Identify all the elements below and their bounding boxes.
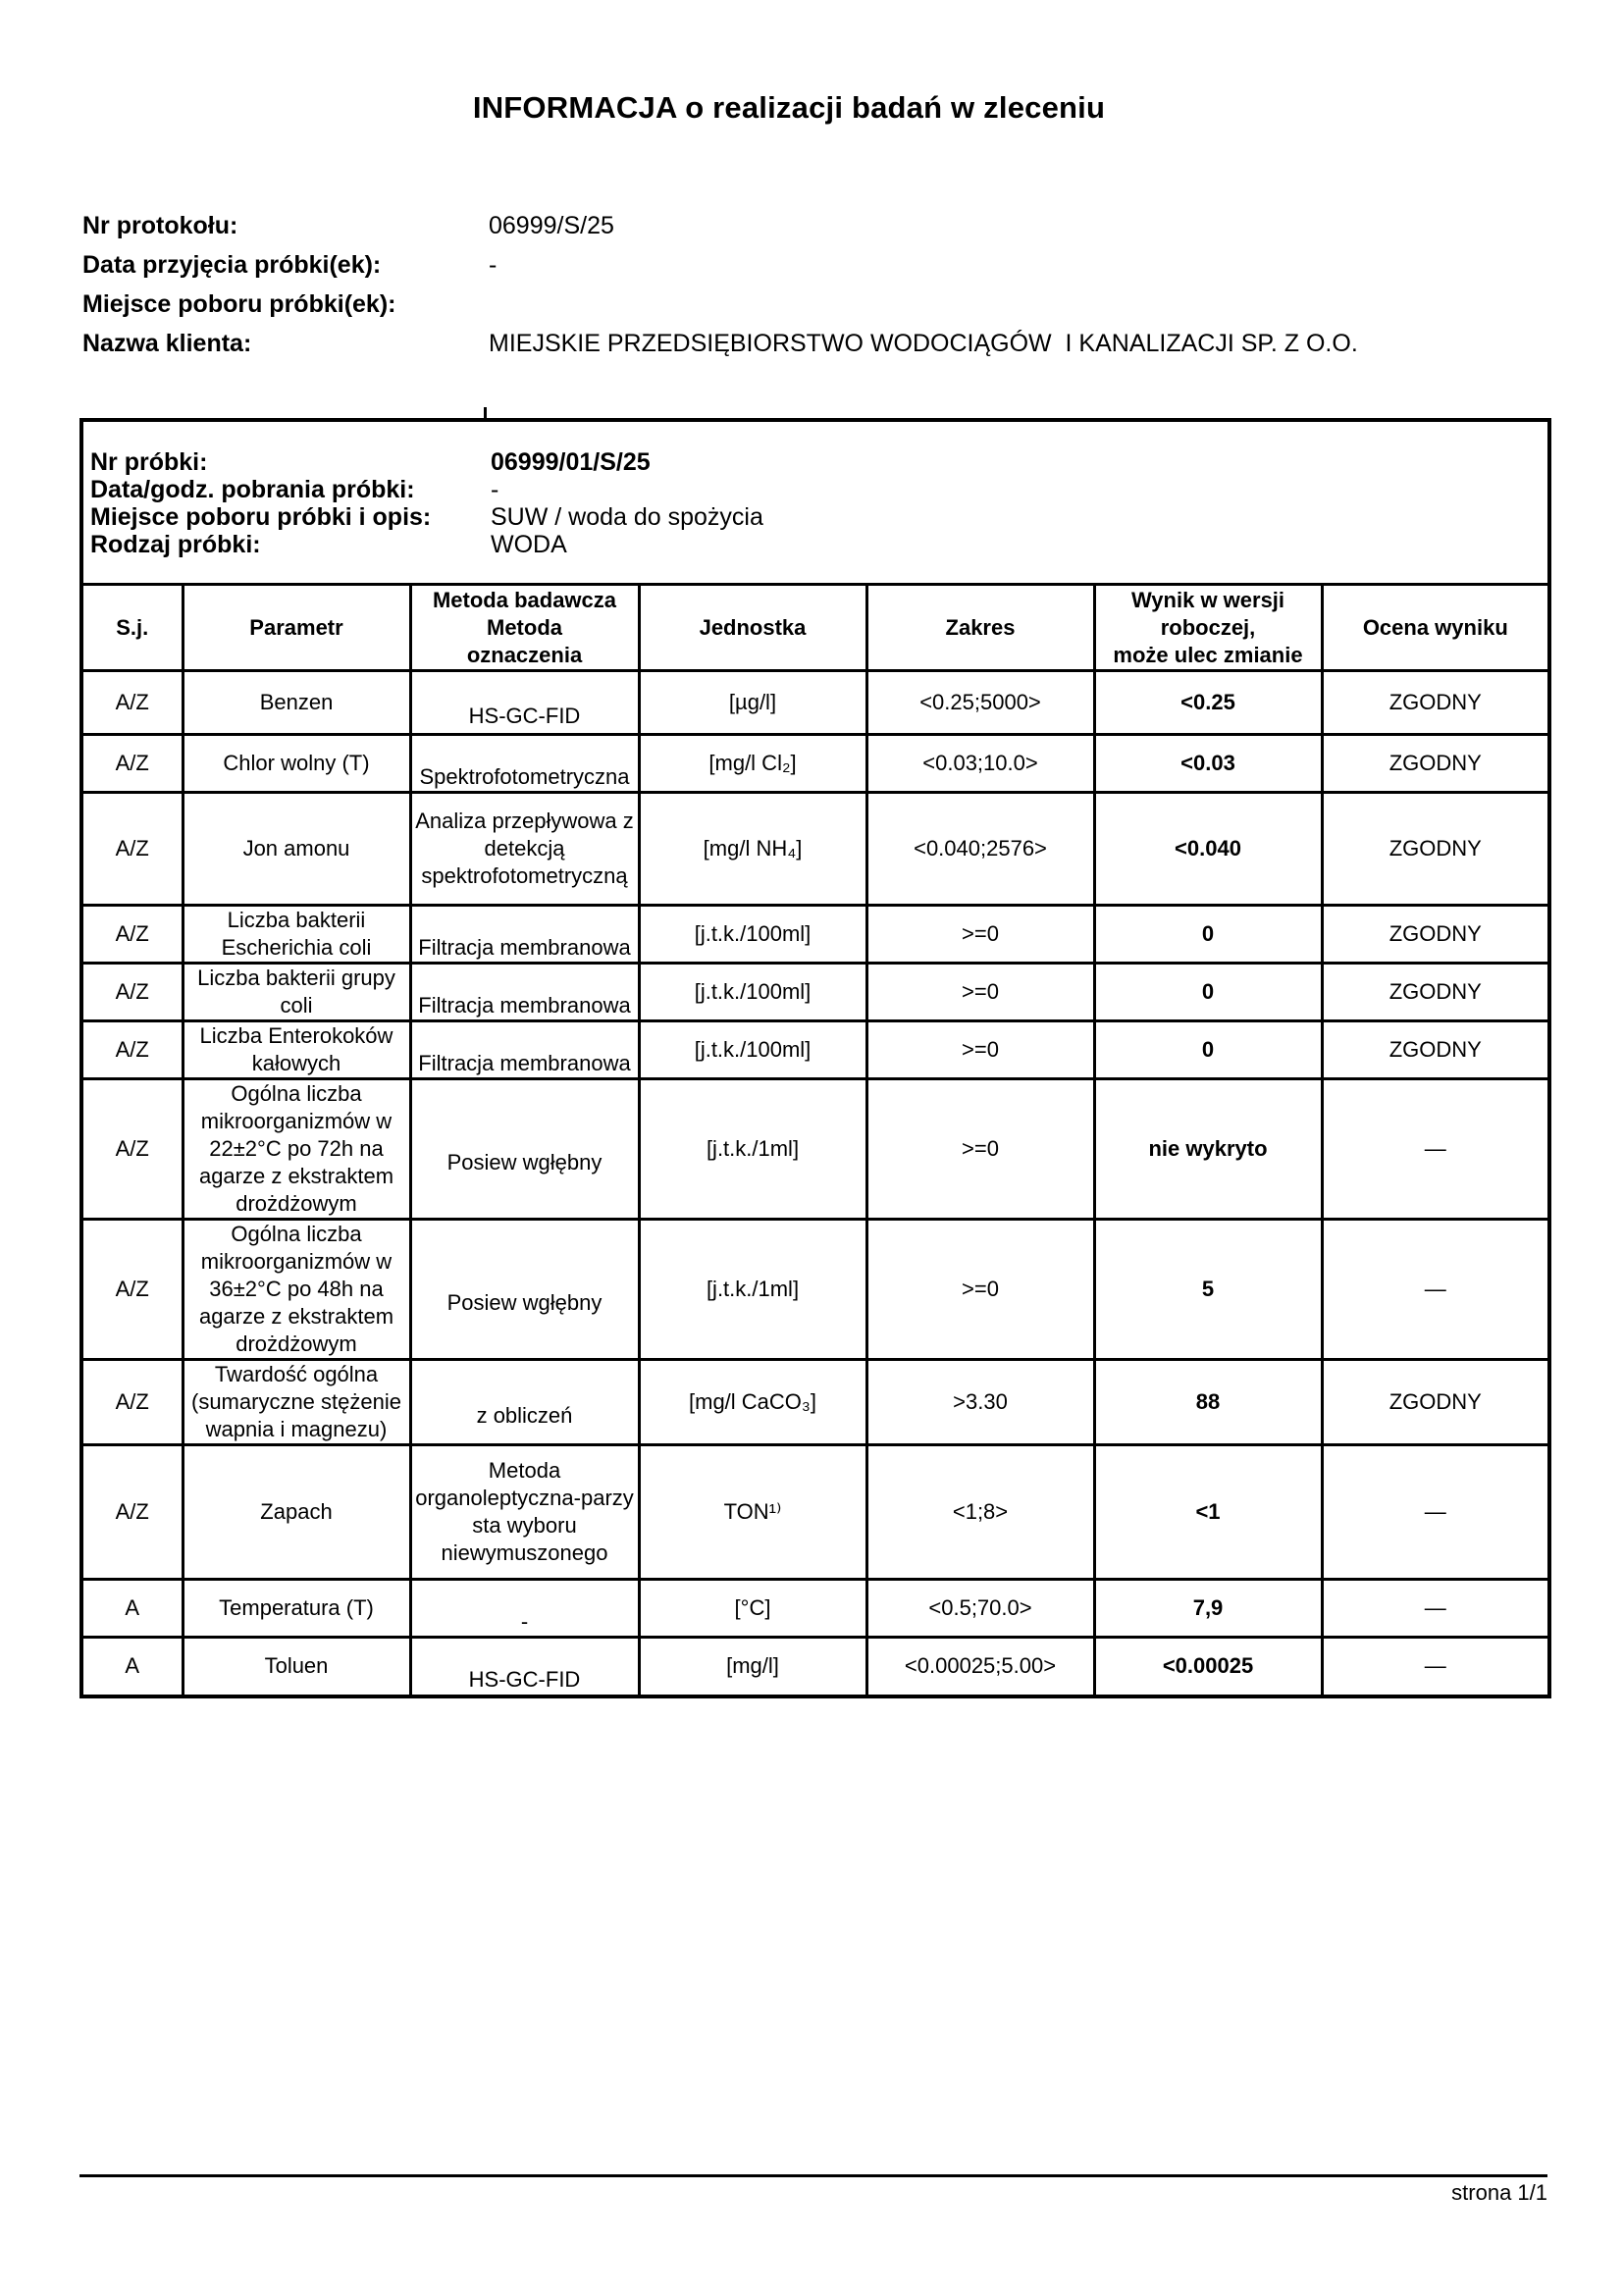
cell-metoda: z obliczeń [410, 1360, 639, 1445]
meta-value: 06999/S/25 [489, 212, 614, 239]
cell-wynik: <0.00025 [1094, 1638, 1322, 1696]
table-row [81, 671, 1549, 735]
sample-value: WODA [491, 531, 567, 558]
cell-zakres: <0.00025;5.00> [866, 1638, 1094, 1696]
cell-ocena: ZGODNY [1322, 1360, 1549, 1445]
cell-ocena: ZGODNY [1322, 793, 1549, 906]
cell-parametr: Chlor wolny (T) [183, 735, 410, 793]
cell-jednostka: [j.t.k./100ml] [639, 1021, 866, 1079]
cell-ocena: — [1322, 1580, 1549, 1638]
cell-wynik: <0.25 [1094, 671, 1322, 735]
meta-label: Data przyjęcia próbki(ek): [82, 251, 382, 279]
cell-sj: A/Z [81, 1220, 183, 1360]
sample-info-row-date [90, 476, 1547, 503]
cell-jednostka: [j.t.k./100ml] [639, 964, 866, 1021]
table-row [81, 906, 1549, 964]
cell-parametr: Temperatura (T) [183, 1580, 410, 1638]
cell-sj: A/Z [81, 1360, 183, 1445]
cell-metoda: HS-GC-FID [410, 1638, 639, 1696]
table-row [81, 735, 1549, 793]
cell-jednostka: [mg/l NH₄] [639, 793, 866, 906]
meta-value: MIEJSKIE PRZEDSIĘBIORSTWO WODOCIĄGÓW I KANALIZACJI SP. Z O.O. [489, 330, 1358, 357]
meta-label: Nazwa klienta: [82, 330, 252, 357]
cell-zakres: <0.5;70.0> [866, 1580, 1094, 1638]
cell-metoda: Spektrofotometryczna [410, 735, 639, 793]
cell-metoda: Filtracja membranowa [410, 964, 639, 1021]
cell-parametr: Liczba bakterii grupy coli [183, 964, 410, 1021]
table-top-tick [484, 407, 487, 418]
cell-wynik: 0 [1094, 906, 1322, 964]
sample-value: 06999/01/S/25 [491, 448, 651, 476]
results-table [79, 418, 1551, 1698]
cell-wynik: nie wykryto [1094, 1079, 1322, 1220]
page-number: strona 1/1 [1451, 2180, 1547, 2205]
cell-sj: A/Z [81, 793, 183, 906]
cell-metoda: - [410, 1580, 639, 1638]
cell-parametr: Jon amonu [183, 793, 410, 906]
cell-ocena: — [1322, 1638, 1549, 1696]
header-parametr: Parametr [183, 585, 410, 671]
cell-ocena: ZGODNY [1322, 735, 1549, 793]
cell-wynik: <1 [1094, 1445, 1322, 1580]
sample-info-row-number [90, 448, 1547, 476]
sample-info-row-place [90, 503, 1547, 531]
sample-label: Miejsce poboru próbki i opis: [90, 503, 432, 531]
cell-parametr: Toluen [183, 1638, 410, 1696]
cell-zakres: >=0 [866, 1220, 1094, 1360]
header-zakres: Zakres [866, 585, 1094, 671]
cell-ocena: — [1322, 1445, 1549, 1580]
sample-info-cell [81, 420, 1549, 585]
cell-wynik: 7,9 [1094, 1580, 1322, 1638]
cell-zakres: >=0 [866, 1079, 1094, 1220]
cell-sj: A/Z [81, 1079, 183, 1220]
cell-metoda: Filtracja membranowa [410, 906, 639, 964]
sample-value: - [491, 476, 499, 503]
cell-sj: A [81, 1638, 183, 1696]
cell-wynik: 88 [1094, 1360, 1322, 1445]
cell-metoda: Posiew wgłębny [410, 1220, 639, 1360]
table-row [81, 1220, 1549, 1360]
header-wynik: Wynik w wersji roboczej, może ulec zmianie [1094, 585, 1322, 671]
table-row [81, 964, 1549, 1021]
sample-label: Nr próbki: [90, 448, 208, 476]
cell-sj: A/Z [81, 1021, 183, 1079]
table-row [81, 1079, 1549, 1220]
cell-sj: A [81, 1580, 183, 1638]
sample-value: SUW / woda do spożycia [491, 503, 763, 531]
meta-value: - [489, 251, 498, 279]
cell-wynik: 0 [1094, 964, 1322, 1021]
cell-sj: A/Z [81, 1445, 183, 1580]
cell-wynik: 0 [1094, 1021, 1322, 1079]
meta-label: Nr protokołu: [82, 212, 238, 239]
sample-label: Data/godz. pobrania próbki: [90, 476, 415, 503]
cell-sj: A/Z [81, 671, 183, 735]
cell-zakres: <0.040;2576> [866, 793, 1094, 906]
table-row [81, 1580, 1549, 1638]
cell-jednostka: [µg/l] [639, 671, 866, 735]
meta-row-sample-received-date [82, 245, 1358, 285]
cell-zakres: <0.25;5000> [866, 671, 1094, 735]
header-jednostka: Jednostka [639, 585, 866, 671]
table-row [81, 1445, 1549, 1580]
cell-parametr: Ogólna liczba mikroorganizmów w 36±2°C po 48h na agarze z ekstraktem drożdżowym [183, 1220, 410, 1360]
meta-row-sampling-place [82, 285, 1358, 324]
cell-zakres: >3.30 [866, 1360, 1094, 1445]
cell-ocena: — [1322, 1220, 1549, 1360]
cell-ocena: — [1322, 1079, 1549, 1220]
cell-jednostka: [j.t.k./1ml] [639, 1220, 866, 1360]
header-metoda: Metoda badawcza Metoda oznaczenia [410, 585, 639, 671]
cell-metoda: Metoda organoleptyczna-parzy sta wyboru niewymuszonego [410, 1445, 639, 1580]
cell-sj: A/Z [81, 906, 183, 964]
cell-wynik: 5 [1094, 1220, 1322, 1360]
table-row [81, 1021, 1549, 1079]
cell-zakres: <0.03;10.0> [866, 735, 1094, 793]
cell-zakres: >=0 [866, 1021, 1094, 1079]
cell-metoda: Posiew wgłębny [410, 1079, 639, 1220]
meta-row-client-name [82, 324, 1358, 363]
cell-parametr: Twardość ogólna (sumaryczne stężenie wapnia i magnezu) [183, 1360, 410, 1445]
cell-jednostka: TON¹⁾ [639, 1445, 866, 1580]
cell-ocena: ZGODNY [1322, 906, 1549, 964]
cell-ocena: ZGODNY [1322, 964, 1549, 1021]
cell-parametr: Liczba bakterii Escherichia coli [183, 906, 410, 964]
table-header-row [81, 585, 1549, 671]
sample-info-block [81, 420, 1549, 585]
meta-label: Miejsce poboru próbki(ek): [82, 290, 396, 318]
cell-jednostka: [mg/l] [639, 1638, 866, 1696]
header-ocena: Ocena wyniku [1322, 585, 1549, 671]
cell-wynik: <0.040 [1094, 793, 1322, 906]
cell-jednostka: [j.t.k./1ml] [639, 1079, 866, 1220]
sample-info-row-type [90, 531, 1547, 558]
cell-jednostka: [j.t.k./100ml] [639, 906, 866, 964]
cell-parametr: Benzen [183, 671, 410, 735]
cell-sj: A/Z [81, 964, 183, 1021]
cell-metoda: Analiza przepływowa z detekcją spektrofotometryczną [410, 793, 639, 906]
protocol-meta [82, 206, 1358, 363]
table-row [81, 1638, 1549, 1696]
cell-wynik: <0.03 [1094, 735, 1322, 793]
meta-row-protocol-number [82, 206, 1358, 245]
cell-ocena: ZGODNY [1322, 671, 1549, 735]
cell-jednostka: [mg/l Cl₂] [639, 735, 866, 793]
header-sj: S.j. [81, 585, 183, 671]
cell-parametr: Liczba Enterokoków kałowych [183, 1021, 410, 1079]
cell-jednostka: [mg/l CaCO₃] [639, 1360, 866, 1445]
cell-parametr: Zapach [183, 1445, 410, 1580]
cell-parametr: Ogólna liczba mikroorganizmów w 22±2°C po 72h na agarze z ekstraktem drożdżowym [183, 1079, 410, 1220]
cell-metoda: HS-GC-FID [410, 671, 639, 735]
cell-metoda: Filtracja membranowa [410, 1021, 639, 1079]
cell-jednostka: [°C] [639, 1580, 866, 1638]
table-row [81, 793, 1549, 906]
page-title: INFORMACJA o realizacji badań w zleceniu [472, 90, 1106, 125]
cell-zakres: >=0 [866, 906, 1094, 964]
footer-rule [79, 2174, 1547, 2177]
cell-ocena: ZGODNY [1322, 1021, 1549, 1079]
sample-label: Rodzaj próbki: [90, 531, 261, 558]
cell-zakres: >=0 [866, 964, 1094, 1021]
cell-zakres: <1;8> [866, 1445, 1094, 1580]
cell-sj: A/Z [81, 735, 183, 793]
table-row [81, 1360, 1549, 1445]
